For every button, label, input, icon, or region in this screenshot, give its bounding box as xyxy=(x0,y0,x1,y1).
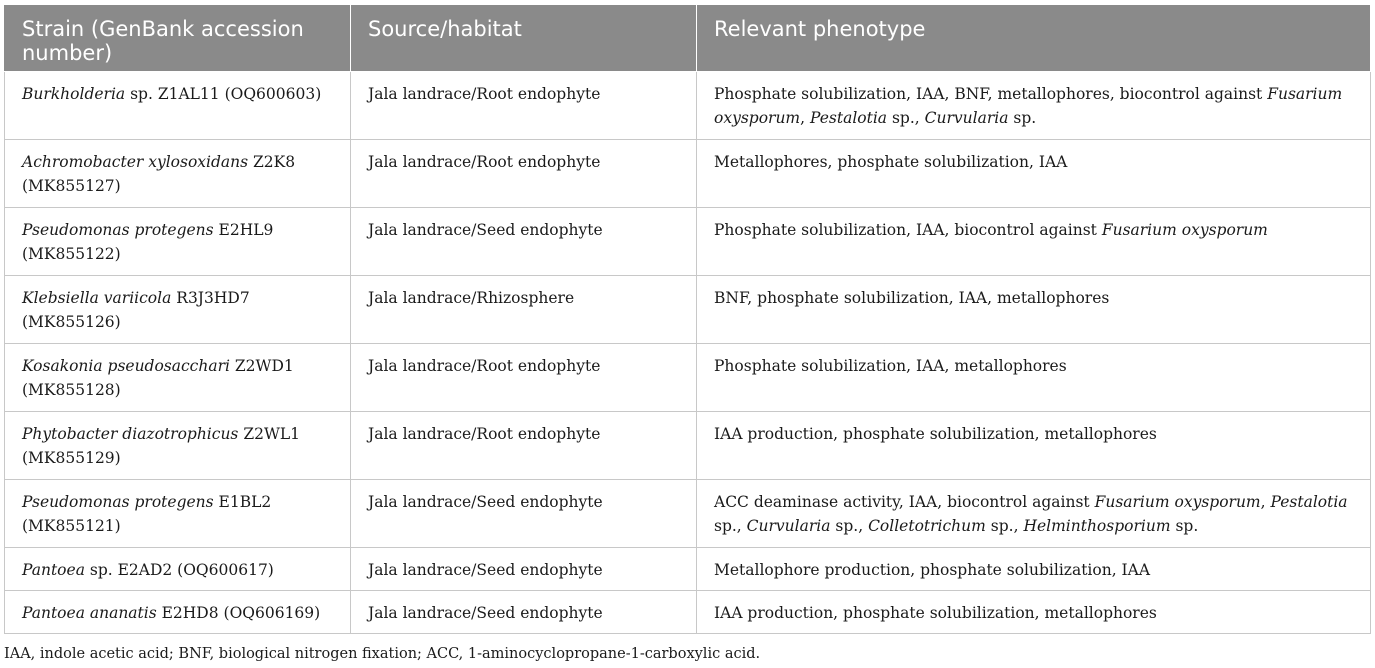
phenotype-organism: Colletotrichum xyxy=(868,517,986,535)
header-phenotype: Relevant phenotype xyxy=(697,5,1371,72)
phenotype-organism: Pestalotia xyxy=(810,109,888,127)
table-row xyxy=(5,208,1371,276)
strain-species-name: Kosakonia pseudosacchari xyxy=(22,357,230,375)
phenotype-text: IAA production, phosphate solubilization, metallophores xyxy=(714,425,1157,443)
phenotype-text: Metallophore production, phosphate solubilization, IAA xyxy=(714,561,1151,579)
strain-id-accession: Z2K8 (MK855127) xyxy=(22,153,296,195)
strain-species-name: Pseudomonas protegens xyxy=(22,493,214,511)
strain-id-accession: Z2WL1 (MK855129) xyxy=(22,425,301,467)
cell-strain xyxy=(5,140,351,208)
cell-phenotype xyxy=(697,72,1371,140)
cell-strain xyxy=(5,72,351,140)
phenotype-organism: Pestalotia xyxy=(1270,493,1348,511)
phenotype-text: BNF, phosphate solubilization, IAA, metallophores xyxy=(714,289,1110,307)
cell-source: Jala landrace/Seed endophyte xyxy=(351,480,697,548)
strain-species-name: Pantoea xyxy=(22,561,85,579)
table-row xyxy=(5,72,1371,140)
phenotype-text: Phosphate solubilization, IAA, BNF, metallophores, biocontrol against xyxy=(714,85,1268,103)
cell-strain xyxy=(5,548,351,591)
phenotype-text: sp., xyxy=(830,517,869,535)
phenotype-organism: Fusarium oxysporum xyxy=(1101,221,1268,239)
phenotype-text: Phosphate solubilization, IAA, metallophores xyxy=(714,357,1067,375)
table-row xyxy=(5,480,1371,548)
header-strain: Strain (GenBank accession number) xyxy=(5,5,351,72)
cell-source: Jala landrace/Seed endophyte xyxy=(351,208,697,276)
cell-strain xyxy=(5,344,351,412)
phenotype-organism: Fusarium oxysporum xyxy=(1094,493,1261,511)
strain-id-accession: sp. E2AD2 (OQ600617) xyxy=(84,561,274,579)
phenotype-text: sp., xyxy=(887,109,925,127)
table-row xyxy=(5,344,1371,412)
strain-id-accession: Z2WD1 (MK855128) xyxy=(22,357,294,399)
strain-species-name: Pantoea ananatis xyxy=(22,604,157,622)
phenotype-text: sp. xyxy=(1008,109,1037,127)
phenotype-text: ACC deaminase activity, IAA, biocontrol against xyxy=(714,493,1095,511)
strain-id-accession: E1BL2 (MK855121) xyxy=(22,493,272,535)
cell-phenotype xyxy=(697,344,1371,412)
phenotype-text: , xyxy=(1260,493,1271,511)
cell-phenotype xyxy=(697,412,1371,480)
table-row xyxy=(5,412,1371,480)
phenotype-organism: Curvularia xyxy=(924,109,1009,127)
phenotype-organism: Curvularia xyxy=(746,517,831,535)
table-row xyxy=(5,548,1371,591)
phenotype-organism: Fusarium oxysporum xyxy=(714,85,1343,127)
cell-source: Jala landrace/Rhizosphere xyxy=(351,276,697,344)
cell-source: Jala landrace/Root endophyte xyxy=(351,344,697,412)
strain-id-accession: R3J3HD7 (MK855126) xyxy=(22,289,250,331)
cell-strain xyxy=(5,412,351,480)
cell-source: Jala landrace/Root endophyte xyxy=(351,140,697,208)
cell-strain xyxy=(5,480,351,548)
phenotype-organism: Helminthosporium xyxy=(1023,517,1171,535)
cell-strain xyxy=(5,276,351,344)
cell-phenotype xyxy=(697,140,1371,208)
phenotype-text: sp., xyxy=(714,517,747,535)
strain-species-name: Burkholderia xyxy=(22,85,126,103)
cell-phenotype xyxy=(697,480,1371,548)
cell-strain xyxy=(5,591,351,634)
phenotype-text: Metallophores, phosphate solubilization, IAA xyxy=(714,153,1068,171)
strain-species-name: Klebsiella variicola xyxy=(22,289,172,307)
phenotype-text: sp., xyxy=(985,517,1024,535)
table-row xyxy=(5,276,1371,344)
cell-phenotype xyxy=(697,591,1371,634)
phenotype-text: Phosphate solubilization, IAA, biocontrol against xyxy=(714,221,1102,239)
header-source: Source/habitat xyxy=(351,5,697,72)
strain-id-accession: E2HD8 (OQ606169) xyxy=(156,604,321,622)
table-row xyxy=(5,140,1371,208)
cell-source: Jala landrace/Root endophyte xyxy=(351,72,697,140)
phenotype-text: sp. xyxy=(1170,517,1199,535)
table-footnote: IAA, indole acetic acid; BNF, biological nitrogen fixation; ACC, 1-aminocyclopropane-1-carboxylic acid. xyxy=(4,646,761,662)
phenotype-text: , xyxy=(800,109,810,127)
header-row xyxy=(5,5,1371,72)
strain-species-name: Pseudomonas protegens xyxy=(22,221,214,239)
strain-species-name: Achromobacter xylosoxidans xyxy=(22,153,249,171)
table-row xyxy=(5,591,1371,634)
cell-strain xyxy=(5,208,351,276)
cell-phenotype xyxy=(697,548,1371,591)
phenotype-text: IAA production, phosphate solubilization, metallophores xyxy=(714,604,1157,622)
cell-phenotype xyxy=(697,276,1371,344)
cell-phenotype xyxy=(697,208,1371,276)
strain-species-name: Phytobacter diazotrophicus xyxy=(22,425,239,443)
strain-id-accession: sp. Z1AL11 (OQ600603) xyxy=(125,85,322,103)
cell-source: Jala landrace/Root endophyte xyxy=(351,412,697,480)
strain-id-accession: E2HL9 (MK855122) xyxy=(22,221,274,263)
cell-source: Jala landrace/Seed endophyte xyxy=(351,548,697,591)
strain-table-container xyxy=(4,4,1370,634)
strain-table xyxy=(4,4,1371,634)
cell-source: Jala landrace/Seed endophyte xyxy=(351,591,697,634)
